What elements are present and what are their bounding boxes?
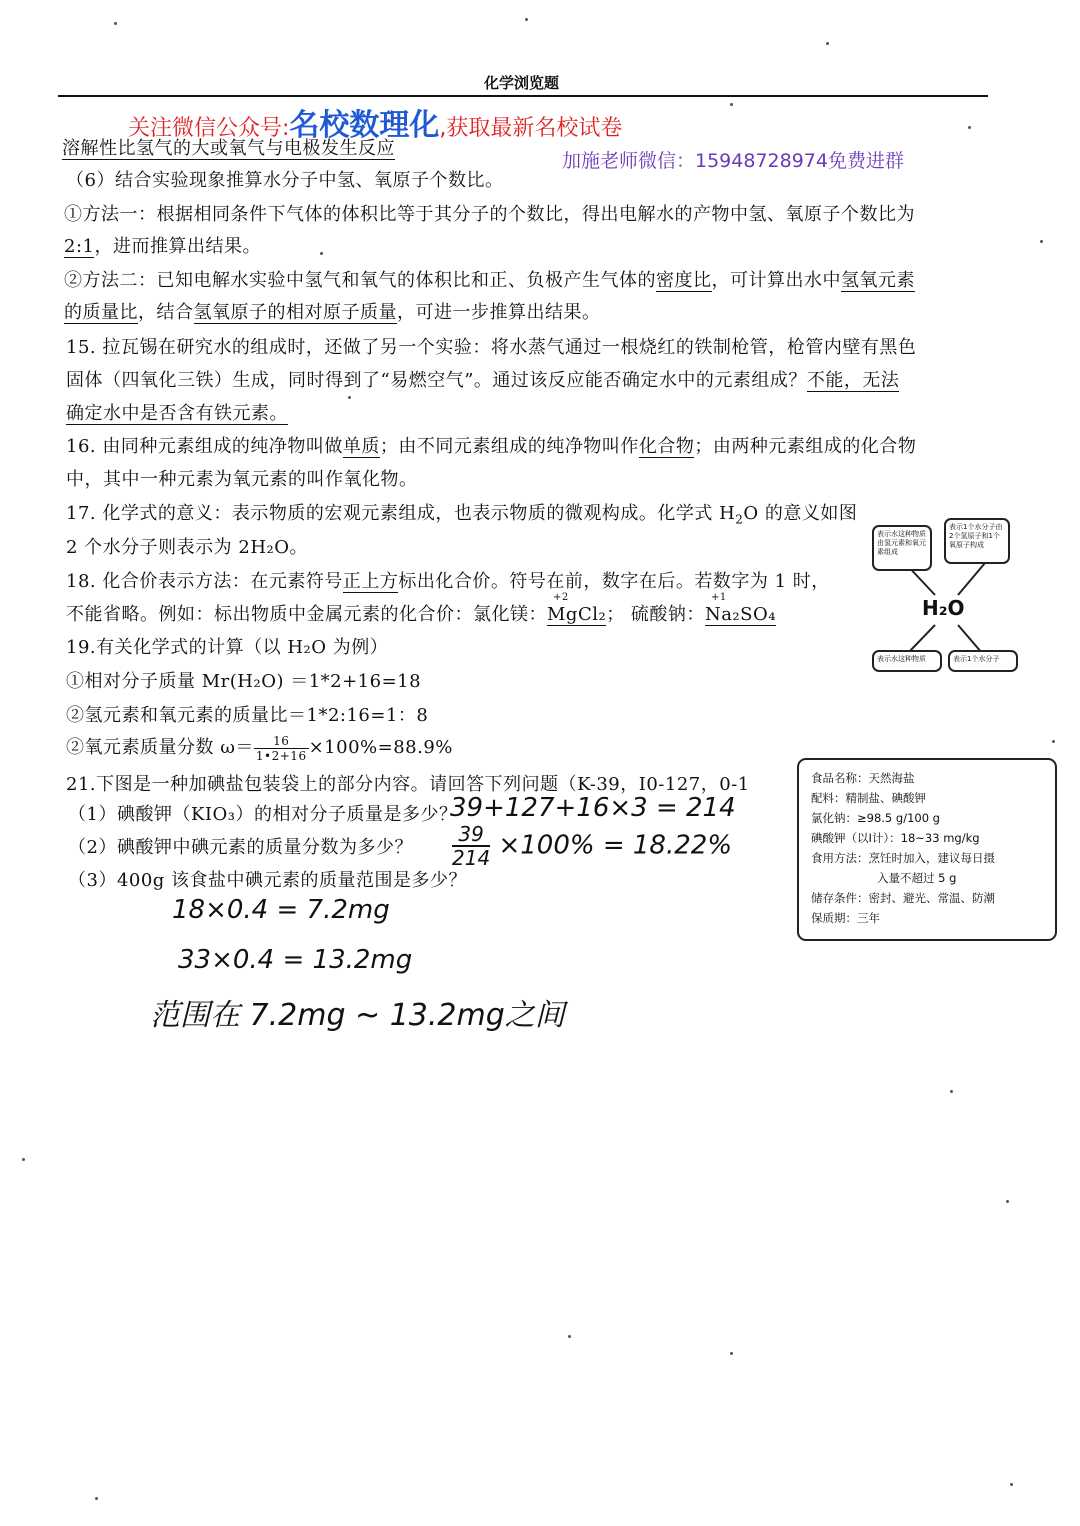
scan-speck	[968, 126, 971, 129]
label-storage: 储存条件：密封、避光、常温、防潮	[811, 891, 995, 905]
text-span: ； 硫酸钠：	[606, 604, 705, 625]
label-usage-cont: 入量不超过 5 g	[877, 871, 957, 885]
text-line-15: 19.有关化学式的计算（以 H₂O 为例）	[66, 637, 389, 658]
scan-speck	[95, 1497, 98, 1500]
answer-atomic-mass: 氢氧原子的相对原子质量	[193, 302, 397, 323]
answer-element: 氢氧元素	[841, 270, 915, 291]
text-line-5	[64, 298, 601, 324]
diagram-box-bottom-right: 表示1个水分子	[948, 650, 1018, 672]
handwritten-numerator: 39	[452, 823, 490, 847]
text-line-18	[66, 733, 453, 763]
text-span: 标出化合价。符号在前，数字在后。若数字为 1 时，	[398, 571, 830, 592]
text-line-1: （6）结合实验现象推算水分子中氢、氧原子个数比。	[66, 170, 504, 191]
scan-speck	[950, 1090, 953, 1093]
text-span: ×100%=88.9%	[308, 737, 453, 758]
text-line-12: 2 个水分子则表示为 2H₂O。	[66, 537, 309, 558]
text-span: ，可计算出水中	[711, 270, 841, 291]
header-divider	[58, 95, 988, 97]
text-line-8	[66, 399, 288, 425]
scan-speck	[826, 42, 829, 45]
underlined-text: 溶解性比氢气的大或氧气与电极发生反应	[62, 138, 395, 159]
valence-mark: +1	[710, 592, 727, 603]
watermark-text-c: ,获取最新名校试卷	[439, 116, 623, 141]
scan-speck	[348, 396, 351, 399]
scan-speck	[730, 103, 733, 106]
text-line-2: ①方法一：根据相同条件下气体的体积比等于其分子的个数比，得出电解水的产物中氢、氧原子个数比为	[64, 204, 915, 225]
text-line-19: 21.下图是一种加碘盐包装袋上的部分内容。请回答下列问题（K-39，I0-127，0-1	[66, 774, 750, 795]
answer-text: 不能，无法	[806, 370, 900, 391]
handwritten-line-4: 33×0.4 = 13.2mg	[178, 945, 413, 975]
watermark-brand: 名校数理化	[289, 108, 440, 143]
scan-speck	[730, 1352, 733, 1355]
text-line-22: （3）400g 该食盐中碘元素的质量范围是多少？	[68, 870, 468, 891]
text-line-10: 中，其中一种元素为氧元素的叫作氧化物。	[66, 469, 418, 490]
page-title: 化学浏览题	[484, 74, 560, 92]
text-line-7	[66, 366, 899, 392]
handwritten-result: ×100% = 18.22%	[498, 830, 733, 861]
fraction	[254, 734, 309, 763]
scan-speck	[1006, 1200, 1009, 1203]
text-span: ，结合	[138, 302, 194, 323]
text-line-16: ①相对分子质量 Mr(H₂O) ＝1*2+16=18	[66, 671, 422, 692]
text-span: 固体（四氧化三铁）生成，同时得到了“易燃空气”。通过该反应能否确定水中的元素组成？	[66, 370, 807, 391]
scan-speck	[1040, 240, 1043, 243]
text-span: ②方法二：已知电解水实验中氢气和氧气的体积比和正、负极产生气体的	[64, 270, 656, 291]
text-span: 18. 化合价表示方法：在元素符号	[66, 571, 343, 592]
handwritten-line-3: 18×0.4 = 7.2mg	[172, 895, 390, 925]
answer-text: 确定水中是否含有铁元素。	[66, 403, 288, 424]
text-span: ②氧元素质量分数 ω＝	[66, 737, 254, 758]
fraction-numerator: 16	[254, 734, 309, 749]
label-food-name: 食品名称：天然海盐	[811, 771, 915, 785]
text-line-11	[66, 499, 857, 527]
text-line-4	[64, 266, 915, 292]
text-line-20: （1）碘酸钾（KIO₃）的相对分子质量是多少？	[68, 804, 458, 825]
handwritten-fraction	[452, 823, 490, 869]
text-span: 不能省略。例如：标出物质中金属元素的化合价：氯化镁：	[66, 604, 547, 625]
diagram-box-top-right: 表示1个水分子由2个氢原子和1个氧原子构成	[944, 518, 1010, 564]
label-kio3: 碘酸钾（以I计）：18~33 mg/kg	[811, 831, 980, 845]
handwritten-answer-1: 39+127+16×3 = 214	[450, 793, 736, 823]
scan-speck	[320, 252, 323, 255]
diagram-box-bottom-left: 表示水这种物质	[872, 650, 942, 672]
text-line-0	[62, 134, 395, 160]
text-span: ；由两种元素组成的化合物	[694, 436, 917, 457]
text-line-9	[66, 432, 916, 458]
diagram-box-top-left: 表示水这种物质由氢元素和氧元素组成	[872, 525, 932, 571]
valence-mark: +2	[553, 592, 569, 603]
subscript: 2	[735, 512, 744, 527]
formula-text: Na₂SO₄	[704, 604, 776, 625]
text-line-6: 15. 拉瓦锡在研究水的组成时，还做了另一个实验：将水蒸气通过一根烧红的铁制枪管，枪管内壁有黑色	[66, 337, 917, 358]
answer-density: 密度比	[656, 270, 712, 291]
handwritten-denominator: 214	[452, 846, 491, 870]
scan-speck	[568, 1335, 571, 1338]
label-nacl: 氯化钠：≥98.5 g/100 g	[811, 811, 940, 825]
salt-package-label	[797, 758, 1057, 941]
formula-text: MgCl₂	[547, 604, 607, 625]
text-span: ，进而推算出结果。	[94, 236, 261, 257]
answer-simple-substance: 单质	[342, 436, 380, 457]
text-line-14	[66, 592, 776, 626]
text-span: 17. 化学式的意义：表示物质的宏观元素组成，也表示物质的微观构成。化学式 H	[66, 503, 736, 524]
label-ingredients: 配料：精制盐、碘酸钾	[811, 791, 926, 805]
text-line-13	[66, 567, 830, 593]
handwritten-line-5: 范围在 7.2mg ~ 13.2mg之间	[150, 998, 565, 1033]
text-line-17: ②氢元素和氧元素的质量比＝1*2:16=1：8	[66, 705, 429, 726]
scan-speck	[1010, 1483, 1013, 1486]
answer-position: 正上方	[342, 571, 399, 592]
answer-compound: 化合物	[638, 436, 695, 457]
na2so4-formula	[704, 592, 776, 625]
text-line-3	[64, 232, 261, 258]
handwritten-answer-2	[452, 823, 732, 869]
diagram-center-formula: H₂O	[922, 596, 965, 620]
scan-speck	[525, 18, 528, 21]
label-shelf-life: 保质期：三年	[811, 911, 880, 925]
text-span: ，可进一步推算出结果。	[397, 302, 601, 323]
text-span: 16. 由同种元素组成的纯净物叫做	[66, 436, 343, 457]
scan-speck	[1052, 740, 1055, 743]
watermark-text-a: 关注微信公众号:	[128, 116, 290, 141]
text-line-21: （2）碘酸钾中碘元素的质量分数为多少？	[68, 837, 413, 858]
text-span: ；由不同元素组成的纯净物叫作	[379, 436, 639, 457]
scan-speck	[114, 22, 117, 25]
answer-mass-ratio: 的质量比	[64, 302, 138, 323]
answer-ratio: 2:1	[64, 236, 95, 257]
text-span: O 的意义如图	[743, 503, 858, 524]
mgcl2-formula	[547, 592, 607, 625]
scan-speck	[22, 1158, 25, 1161]
fraction-denominator: 1•2+16	[255, 748, 307, 763]
label-usage: 食用方法：烹饪时加入，建议每日摄	[811, 851, 995, 865]
watermark-line-2: 加施老师微信：15948728974免费进群	[562, 150, 904, 172]
